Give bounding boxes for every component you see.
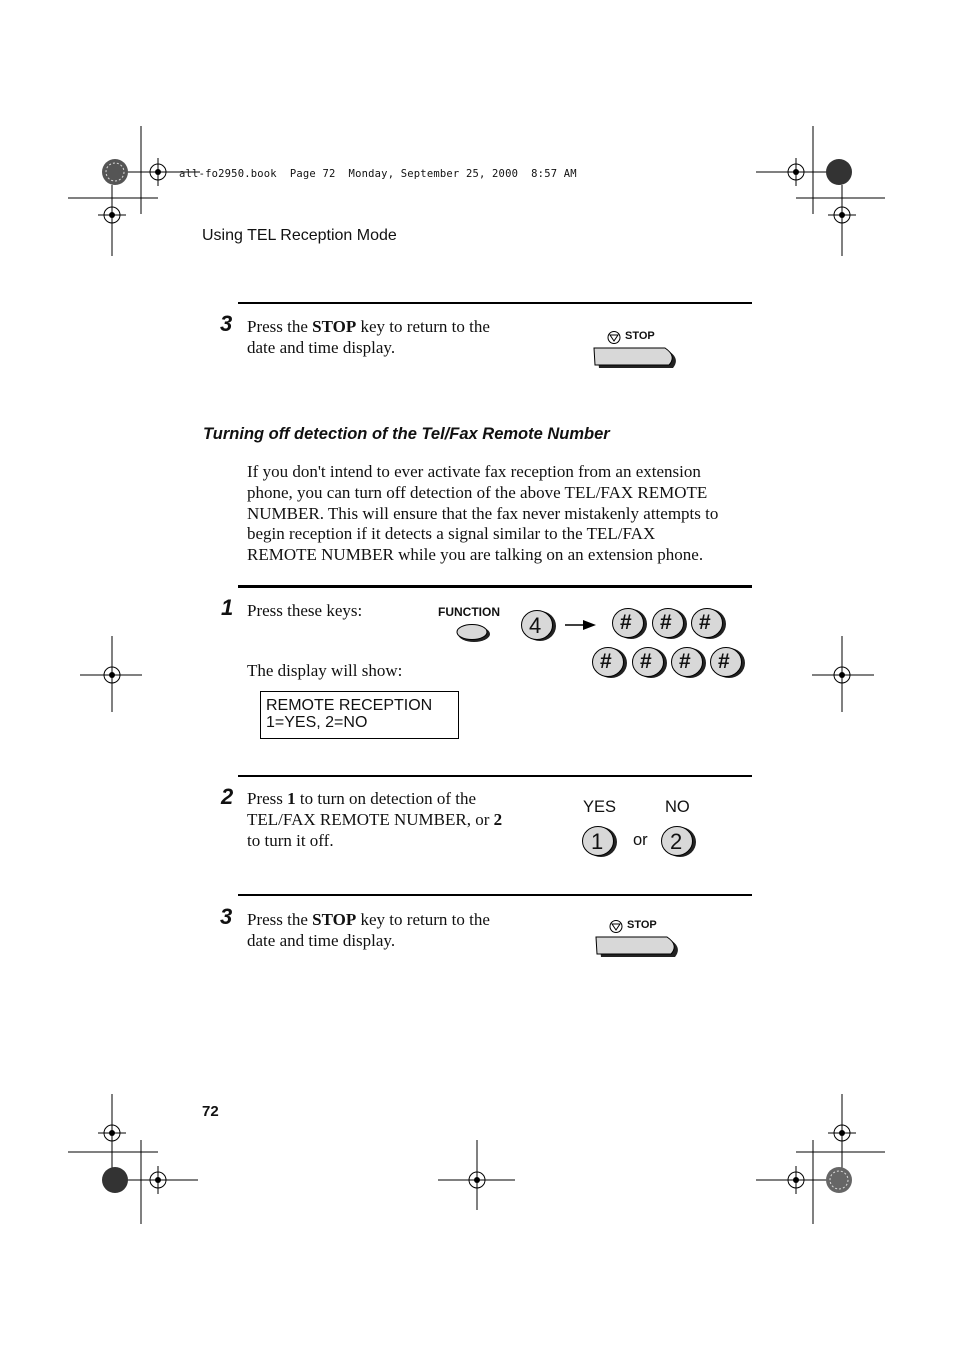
subheading: Turning off detection of the Tel/Fax Remote Number	[203, 425, 610, 443]
press-keys-text: Press these keys:	[247, 601, 363, 620]
divider	[238, 894, 752, 896]
step-text: Press 1 to turn on detection of the TEL/FAX REMOTE NUMBER, or 2 to turn it off.	[247, 789, 503, 850]
function-key	[456, 622, 492, 644]
number-key-1: 1	[580, 825, 620, 859]
number-key-2: 2	[659, 825, 699, 859]
stop-key-label: STOP	[625, 330, 655, 342]
step-number: 3	[220, 311, 233, 336]
stop-icon	[607, 331, 621, 344]
step-number: 1	[221, 595, 234, 620]
body-paragraph: If you don't intend to ever activate fax reception from an extension phone, you can turn off detection of the above TEL/FAX REMOTE NUMBER. This will ensure that the fax never mistakenly attempts to begin reception if it detects a signal similar to the TEL/FAX REMOTE NUMBER while you are talking on an extension phone.	[247, 462, 719, 565]
step-text: Press the STOP key to return to the date and time display.	[247, 910, 490, 950]
divider	[238, 775, 752, 777]
display-text: The display will show:	[247, 661, 403, 680]
lcd-line-2: 1=YES, 2=NO	[266, 714, 368, 731]
hash-key: #	[689, 607, 729, 641]
page-number: 72	[202, 1103, 219, 1120]
stop-key	[595, 919, 685, 963]
number-key-4: 4	[519, 609, 559, 643]
hash-key: #	[650, 607, 690, 641]
function-key-label: FUNCTION	[438, 605, 500, 619]
stop-button-graphic	[595, 936, 683, 962]
lcd-display	[260, 691, 459, 739]
hash-key: #	[669, 646, 709, 680]
hash-key: #	[708, 646, 748, 680]
no-label: NO	[665, 798, 690, 816]
step-number: 2	[221, 784, 234, 809]
lcd-line-1: REMOTE RECEPTION	[266, 697, 433, 714]
divider	[238, 585, 752, 588]
stop-icon	[609, 920, 623, 933]
stop-key	[593, 329, 683, 373]
or-text: or	[633, 831, 648, 849]
yes-label: YES	[583, 798, 617, 816]
arrow-icon	[565, 618, 597, 632]
stop-key-label: STOP	[627, 919, 657, 931]
step-number: 3	[220, 904, 233, 929]
file-header: all-fo2950.book Page 72 Monday, September 25, 2000 8:57 AM	[179, 168, 577, 180]
stop-button-graphic	[593, 347, 681, 373]
section-header: Using TEL Reception Mode	[202, 227, 397, 244]
divider	[238, 302, 752, 304]
step-text: Press the STOP key to return to the date and time display.	[247, 317, 490, 357]
hash-key: #	[590, 646, 630, 680]
hash-key: #	[630, 646, 670, 680]
hash-key: #	[610, 607, 650, 641]
